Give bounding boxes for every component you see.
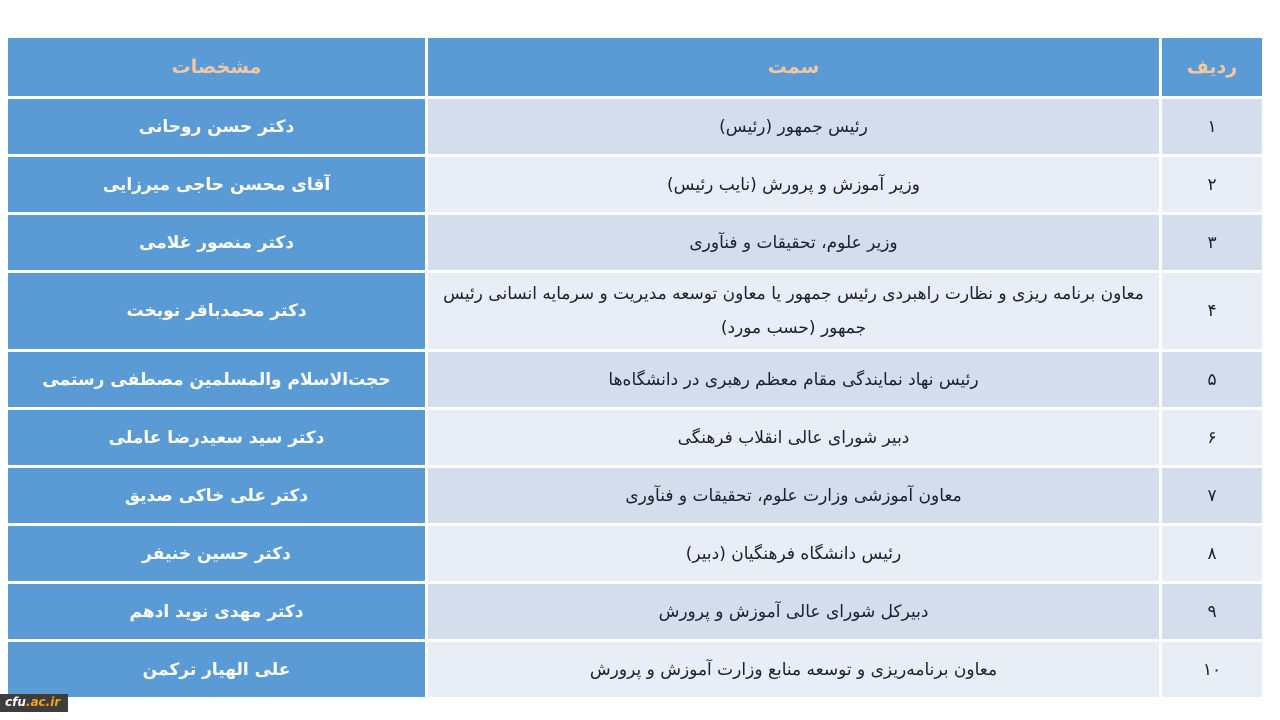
watermark-prefix: cfu [5, 695, 26, 709]
row-number-cell: ۱۰ [1162, 642, 1262, 697]
row-position-cell: وزیر آموزش و پرورش (نایب رئیس) [428, 157, 1159, 212]
row-position-cell: رئیس نهاد نمایندگی مقام معظم رهبری در دانشگاه‌ها [428, 352, 1159, 407]
header-cell-moshakhasat: مشخصات [8, 38, 425, 96]
watermark-suffix: .ac.ir [25, 695, 61, 709]
row-name-cell: دکتر سید سعیدرضا عاملی [8, 410, 425, 465]
row-number-cell: ۸ [1162, 526, 1262, 581]
row-number-cell: ۱ [1162, 99, 1262, 154]
row-number-cell: ۶ [1162, 410, 1262, 465]
row-position-cell: رئیس جمهور (رئیس) [428, 99, 1159, 154]
header-cell-semat: سمت [428, 38, 1159, 96]
row-number-cell: ۳ [1162, 215, 1262, 270]
row-number-cell: ۷ [1162, 468, 1262, 523]
row-name-cell: آقای محسن حاجی میرزایی [8, 157, 425, 212]
row-name-cell: علی الهیار ترکمن [8, 642, 425, 697]
row-name-cell: دکتر حسن روحانی [8, 99, 425, 154]
site-watermark [0, 694, 68, 712]
row-position-cell: معاون آموزشی وزارت علوم، تحقیقات و فنآوری [428, 468, 1159, 523]
row-name-cell: حجت‌الاسلام والمسلمین مصطفی رستمی [8, 352, 425, 407]
header-cell-radif: ردیف [1162, 38, 1262, 96]
row-position-cell: معاون برنامه ریزی و نظارت راهبردی رئیس جمهور یا معاون توسعه مدیریت و سرمایه انسانی رئیس جمهور (حسب مورد) [428, 273, 1159, 349]
row-position-cell: معاون برنامه‌ریزی و توسعه منابع وزارت آموزش و پرورش [428, 642, 1159, 697]
row-name-cell: دکتر حسین خنیفر [8, 526, 425, 581]
row-number-cell: ۴ [1162, 273, 1262, 349]
row-position-cell: وزیر علوم، تحقیقات و فنآوری [428, 215, 1159, 270]
row-name-cell: دکتر محمدباقر نوبخت [8, 273, 425, 349]
row-position-cell: دبیر شورای عالی انقلاب فرهنگی [428, 410, 1159, 465]
row-position-cell: دبیرکل شورای عالی آموزش و پرورش [428, 584, 1159, 639]
row-name-cell: دکتر مهدی نوید ادهم [8, 584, 425, 639]
members-table [8, 38, 1262, 697]
row-number-cell: ۹ [1162, 584, 1262, 639]
row-name-cell: دکتر منصور غلامی [8, 215, 425, 270]
row-number-cell: ۲ [1162, 157, 1262, 212]
row-number-cell: ۵ [1162, 352, 1262, 407]
row-position-cell: رئیس دانشگاه فرهنگیان (دبیر) [428, 526, 1159, 581]
row-name-cell: دکتر علی خاکی صدیق [8, 468, 425, 523]
